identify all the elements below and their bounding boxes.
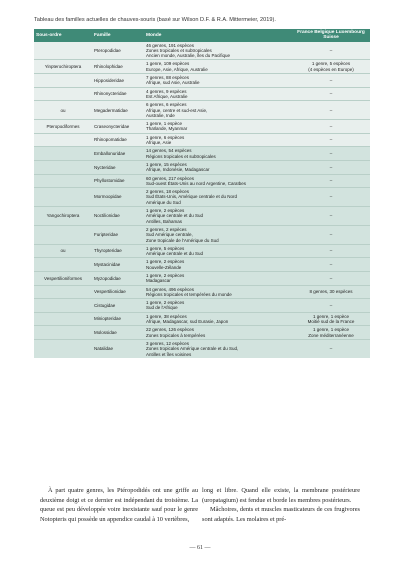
cell-monde: 1 genre, 2 espèces Sud de l'Afrique [144, 299, 292, 313]
body-text-right-column [202, 486, 360, 524]
cell-sous-ordre [34, 174, 92, 188]
table-row [34, 326, 370, 340]
cell-pays: – [292, 160, 370, 174]
cell-sous-ordre [34, 299, 92, 313]
cell-monde: 3 genres, 12 espèces Zones tropicales Amérique centrale et du Sud, Antilles et îles voisines [144, 339, 292, 357]
cell-famille: Nycteridae [92, 160, 144, 174]
cell-famille: Mystacinidae [92, 258, 144, 272]
cell-famille: Hipposideridae [92, 74, 144, 88]
cell-monde: 1 genre, 2 espèces Amérique centrale et du Sud Antilles, Bahamas [144, 207, 292, 226]
cell-pays: – [292, 74, 370, 88]
cell-pays: – [292, 133, 370, 147]
cell-pays: – [292, 147, 370, 161]
table-row [34, 133, 370, 147]
header-pays: France Belgique Luxembourg Suisse [292, 29, 370, 42]
cell-pays: – [292, 225, 370, 244]
table-row [34, 74, 370, 88]
table-row [34, 312, 370, 326]
cell-sous-ordre [34, 133, 92, 147]
cell-famille: Pteropodidae [92, 42, 144, 60]
cell-monde: 60 genres, 217 espèces Sud-ouest États-Unis au nord Argentine, Caraïbes [144, 174, 292, 188]
cell-sous-ordre [34, 74, 92, 88]
cell-pays: – [292, 339, 370, 357]
cell-pays: – [292, 244, 370, 258]
cell-sous-ordre [34, 188, 92, 207]
cell-famille: Megadermatidae [92, 101, 144, 120]
body-paragraph-1: long et libre. Quand elle existe, la membrane postérieure (uropatagium) est fendue et borde les membres postérieurs. [202, 487, 360, 504]
table-caption: Tableau des familles actuelles de chauves-souris (basé sur Wilson D.F. & R.A. Mittermeier, 2019). [34, 17, 276, 23]
cell-sous-ordre: Yangochiroptera [34, 207, 92, 226]
cell-famille: Rhinonycteridae [92, 87, 144, 101]
cell-monde: 54 genres, 496 espèces Régions tropicales et tempérées du monde [144, 285, 292, 299]
cell-famille: Molossidae [92, 326, 144, 340]
table-row [34, 339, 370, 357]
cell-famille: Thyropteridae [92, 244, 144, 258]
table-row [34, 87, 370, 101]
cell-monde: 7 genres, 88 espèces Afrique, sud Asie, Australie [144, 74, 292, 88]
header-monde: Monde [144, 29, 292, 42]
cell-pays: – [292, 299, 370, 313]
cell-pays: – [292, 120, 370, 134]
table-row [34, 42, 370, 60]
cell-monde: 1 genre, 109 espèces Europe, Asie, Afrique, Australie [144, 60, 292, 74]
cell-pays: – [292, 258, 370, 272]
table-row [34, 258, 370, 272]
cell-famille: Miniopteridae [92, 312, 144, 326]
cell-famille: Noctilionidae [92, 207, 144, 226]
cell-sous-ordre: Yinpterochiroptera [34, 60, 92, 74]
cell-monde: 1 genre, 2 espèces Madagascar [144, 271, 292, 285]
table-row [34, 160, 370, 174]
table-row [34, 147, 370, 161]
cell-monde: 1 genre, 15 espèces Afrique, Indonésie, Madagascar [144, 160, 292, 174]
cell-sous-ordre: ou [34, 101, 92, 120]
cell-sous-ordre: Vespertilioniformes [34, 271, 92, 285]
cell-pays: – [292, 188, 370, 207]
cell-famille: Phyllostomidae [92, 174, 144, 188]
cell-famille: Myzopodidae [92, 271, 144, 285]
header-famille: Famille [92, 29, 144, 42]
table-row [34, 174, 370, 188]
cell-sous-ordre [34, 147, 92, 161]
cell-famille: Mormoopidae [92, 188, 144, 207]
cell-sous-ordre [34, 285, 92, 299]
table-row [34, 60, 370, 74]
cell-monde: 1 genre, 6 espèces Afrique, Asie [144, 133, 292, 147]
body-paragraph-2: Mâchoires, dents et muscles masticateurs de ces frugivores sont adaptés. Les molaires et pré- [202, 506, 360, 523]
cell-monde: 1 genre, 5 espèces Amérique centrale et du Sud [144, 244, 292, 258]
cell-sous-ordre [34, 42, 92, 60]
cell-pays: – [292, 87, 370, 101]
table-row [34, 188, 370, 207]
cell-famille: Rhinopomatidae [92, 133, 144, 147]
cell-sous-ordre [34, 225, 92, 244]
cell-sous-ordre [34, 258, 92, 272]
table-row [34, 101, 370, 120]
table-row [34, 225, 370, 244]
cell-sous-ordre [34, 87, 92, 101]
cell-monde: 2 genres, 18 espèces Sud États-Unis, Amérique centrale et du Nord Amérique du Sud [144, 188, 292, 207]
cell-sous-ordre: ou [34, 244, 92, 258]
cell-monde: 22 genres, 126 espèces Zones tropicales à tempérées [144, 326, 292, 340]
cell-pays: 1 genre, 1 espèce Moitié sud de la France [292, 312, 370, 326]
cell-famille: Craseonycteridae [92, 120, 144, 134]
cell-monde: 1 genre, 2 espèces Nouvelle-Zélande [144, 258, 292, 272]
cell-monde: 1 genre, 38 espèces Afrique, Madagascar, sud Eurasie, Japon [144, 312, 292, 326]
cell-famille: Furipteridae [92, 225, 144, 244]
page-number: — 61 — [189, 545, 211, 551]
header-sous-ordre: Sous-ordre [34, 29, 92, 42]
cell-famille: Rhinolophidae [92, 60, 144, 74]
cell-monde: 46 genres, 191 espèces Zones tropicales et subtropicales Ancien monde, Australie, îles du Pacifique [144, 42, 292, 60]
table-row [34, 120, 370, 134]
cell-sous-ordre [34, 326, 92, 340]
cell-famille: Cistugidae [92, 299, 144, 313]
table-row [34, 271, 370, 285]
cell-sous-ordre [34, 339, 92, 357]
table-row [34, 285, 370, 299]
table-row [34, 244, 370, 258]
cell-pays: 8 genres, 30 espèces [292, 285, 370, 299]
cell-sous-ordre [34, 312, 92, 326]
cell-monde: 4 genres, 9 espèces Est Afrique, Australie [144, 87, 292, 101]
cell-pays: – [292, 271, 370, 285]
table-row [34, 299, 370, 313]
table-body [34, 42, 370, 358]
body-text-left-column: À part quatre genres, les Ptéropodidés ont une griffe au deuxième doigt et ce dernier est indépendant du troisième. La queue est peu développée voire inexistante sauf pour le genre Notopteris qui possède un appendice caudal à 10 vertèbres, [40, 487, 198, 523]
cell-monde: 2 genres, 2 espèces Sud Amérique centrale, Zone tropicale de l'Amérique du Sud [144, 225, 292, 244]
cell-famille: Vespertilionidae [92, 285, 144, 299]
cell-famille: Emballonuridae [92, 147, 144, 161]
cell-famille: Natalidae [92, 339, 144, 357]
table-row [34, 207, 370, 226]
cell-pays: – [292, 207, 370, 226]
cell-sous-ordre: Pteropodiformes [34, 120, 92, 134]
cell-pays: – [292, 101, 370, 120]
cell-sous-ordre [34, 160, 92, 174]
cell-pays: 1 genre, 1 espèce Zone méditerranéenne [292, 326, 370, 340]
cell-monde: 1 genre, 1 espèce Thaïlande, Myanmar [144, 120, 292, 134]
cell-pays: – [292, 42, 370, 60]
cell-pays: – [292, 174, 370, 188]
cell-monde: 6 genres, 6 espèces Afrique, centre et sud-est Asie, Australie, Inde [144, 101, 292, 120]
bat-families-table [34, 29, 370, 358]
cell-monde: 14 genres, 54 espèces Régions tropicales et subtropicales [144, 147, 292, 161]
cell-pays: 1 genre, 5 espèces (4 espèces en Europe) [292, 60, 370, 74]
table-header-row [34, 29, 370, 42]
